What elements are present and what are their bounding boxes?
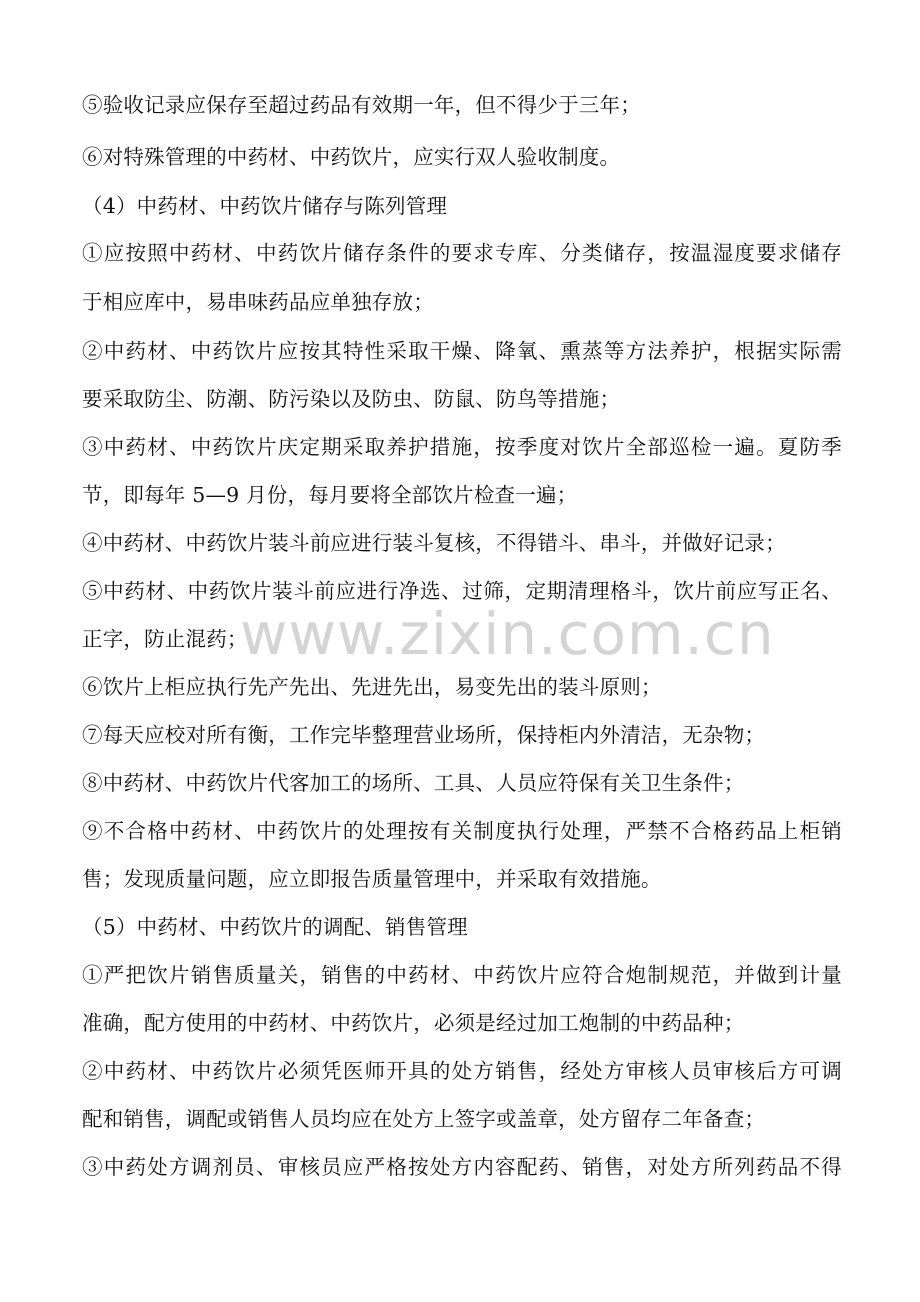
text-line: ②中药材、中药饮片必须凭医师开具的处方销售，经处方审核人员审核后方可调 bbox=[82, 1059, 842, 1083]
text-line: ①严把饮片销售质量关，销售的中药材、中药饮片应符合炮制规范，并做到计量 bbox=[82, 963, 842, 987]
text-line: ⑨不合格中药材、中药饮片的处理按有关制度执行处理，严禁不合格药品上柜销 bbox=[82, 819, 842, 843]
text-line: 准确，配方使用的中药材、中药饮片，必须是经过加工炮制的中药品种； bbox=[82, 1011, 745, 1035]
text-line: ②中药材、中药饮片应按其特性采取干燥、降氧、熏蒸等方法养护，根据实际需 bbox=[82, 339, 842, 363]
text-line: 正字，防止混药； bbox=[82, 627, 248, 651]
watermark: www.zixin.com.cn bbox=[240, 600, 775, 668]
text-line: ③中药材、中药饮片庆定期采取养护措施，按季度对饮片全部巡检一遍。夏防季 bbox=[82, 435, 842, 459]
text-line: ⑦每天应校对所有衡，工作完毕整理营业场所，保持柜内外清洁，无杂物； bbox=[82, 723, 766, 747]
text-line: ⑧中药材、中药饮片代客加工的场所、工具、人员应符保有关卫生条件； bbox=[82, 771, 745, 795]
text-line: ⑥饮片上柜应执行先产先出、先进先出，易变先出的装斗原则； bbox=[82, 675, 662, 699]
text-line: ⑤验收记录应保存至超过药品有效期一年，但不得少于三年； bbox=[82, 93, 641, 117]
text-line: 于相应库中，易串味药品应单独存放； bbox=[82, 290, 434, 314]
text-line: ⑤中药材、中药饮片装斗前应进行净选、过筛，定期清理格斗，饮片前应写正名、 bbox=[82, 579, 842, 603]
section-heading: （5）中药材、中药饮片的调配、销售管理 bbox=[82, 915, 468, 939]
text-line: ①应按照中药材、中药饮片储存条件的要求专库、分类储存，按温湿度要求储存 bbox=[82, 241, 842, 265]
section-heading: （4）中药材、中药饮片储存与陈列管理 bbox=[82, 194, 448, 218]
text-line: 要采取防尘、防潮、防污染以及防虫、防鼠、防鸟等措施； bbox=[82, 387, 621, 411]
text-line: ③中药处方调剂员、审核员应严格按处方内容配药、销售，对处方所列药品不得 bbox=[82, 1155, 842, 1179]
text-line: 配和销售，调配或销售人员均应在处方上签字或盖章，处方留存二年备查； bbox=[82, 1107, 766, 1131]
text-line: ④中药材、中药饮片装斗前应进行装斗复核，不得错斗、串斗，并做好记录； bbox=[82, 531, 786, 555]
text-line: ⑥对特殊管理的中药材、中药饮片，应实行双人验收制度。 bbox=[82, 145, 621, 169]
text-line: 售；发现质量问题，应立即报告质量管理中，并采取有效措施。 bbox=[82, 867, 662, 891]
text-line: 节，即每年 5—9 月份，每月要将全部饮片检查一遍； bbox=[82, 483, 578, 507]
